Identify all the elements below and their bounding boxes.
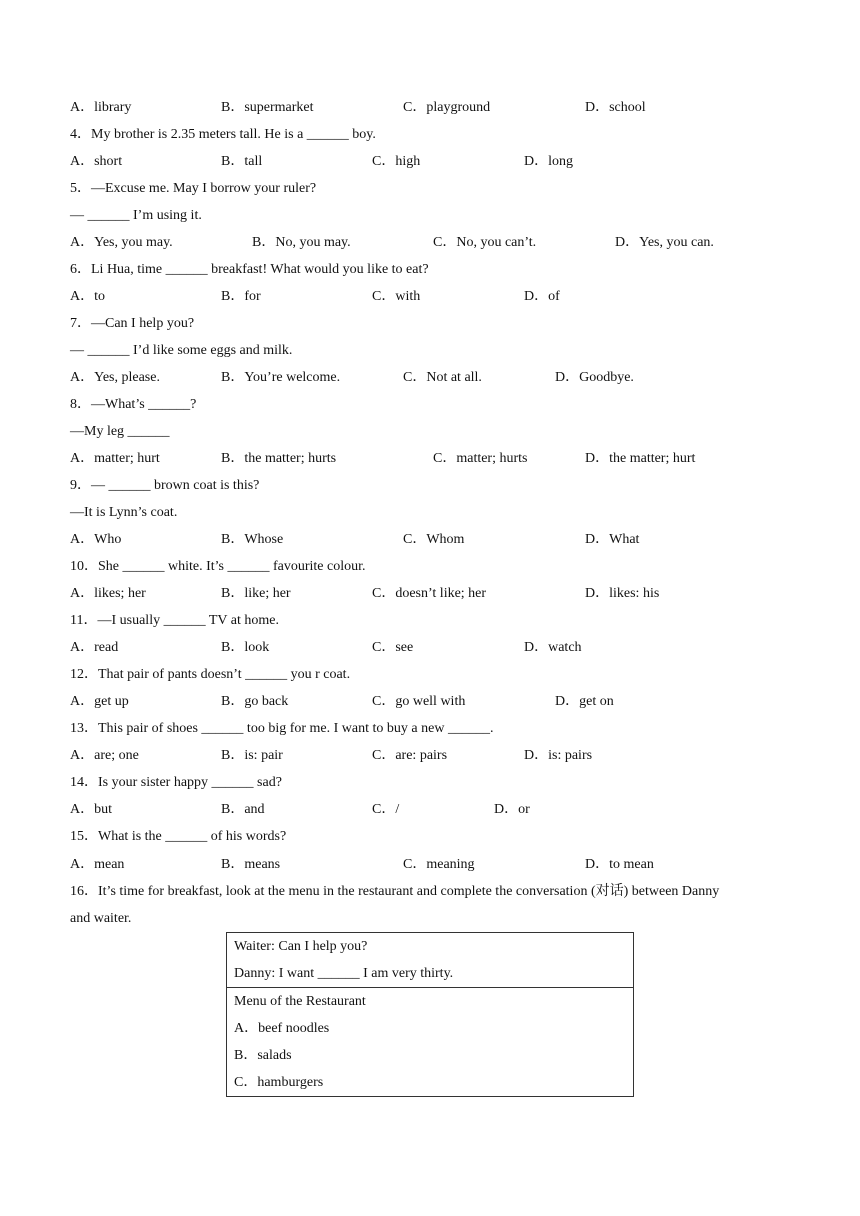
question-text-line-2: — ______ I’m using it. (70, 208, 202, 223)
table-divider (227, 987, 633, 988)
dialog-danny: Danny: I want ______ I am very thirty. (234, 966, 454, 981)
option-b: B．go back (221, 694, 289, 709)
question-text: 4．My brother is 2.35 meters tall. He is a ______ boy. (70, 127, 376, 142)
option-a: A．mean (70, 857, 125, 872)
option-a: A．read (70, 640, 119, 655)
question-text-line-2: — ______ I’d like some eggs and milk. (70, 343, 293, 358)
option-a: A．Yes, you may. (70, 235, 173, 250)
question-text-line-2: —It is Lynn’s coat. (70, 505, 178, 520)
option-d: D．school (585, 100, 646, 115)
question-text: 11．—I usually ______ TV at home. (70, 613, 279, 628)
option-b: B．Whose (221, 532, 284, 547)
question-text-line-2: —My leg ______ (70, 424, 170, 439)
question-text-line-2: and waiter. (70, 911, 132, 926)
option-d: D．Yes, you can. (615, 235, 714, 250)
option-b: B．for (221, 289, 261, 304)
option-c: C．doesn’t like; her (372, 586, 487, 601)
option-b: B．means (221, 857, 281, 872)
option-a: A．get up (70, 694, 129, 709)
question-text: 5．—Excuse me. May I borrow your ruler? (70, 181, 317, 196)
question-text: 15．What is the ______ of his words? (70, 829, 287, 844)
option-c: C．Not at all. (403, 370, 482, 385)
menu-item: C．hamburgers (234, 1075, 324, 1090)
option-d: D．or (494, 802, 530, 817)
question-text: 14．Is your sister happy ______ sad? (70, 775, 282, 790)
option-c: C．/ (372, 802, 400, 817)
option-a: A．Yes, please. (70, 370, 160, 385)
menu-title: Menu of the Restaurant (234, 994, 366, 1009)
option-a: A．likes; her (70, 586, 146, 601)
option-c: C．matter; hurts (433, 451, 528, 466)
option-b: B．and (221, 802, 265, 817)
option-a: A．are; one (70, 748, 139, 763)
option-d: D．long (524, 154, 573, 169)
option-c: C．go well with (372, 694, 466, 709)
option-d: D．likes: his (585, 586, 660, 601)
option-c: C．are: pairs (372, 748, 448, 763)
option-a: A．library (70, 100, 132, 115)
question-text: 9．— ______ brown coat is this? (70, 478, 260, 493)
question-text: 16．It’s time for breakfast, look at the menu in the restaurant and complete the conversation (对话) between Danny (70, 884, 720, 899)
option-d: D．of (524, 289, 560, 304)
option-c: C．Whom (403, 532, 465, 547)
question-text: 7．—Can I help you? (70, 316, 195, 331)
option-a: A．Who (70, 532, 122, 547)
option-c: C．No, you can’t. (433, 235, 537, 250)
option-d: D．Goodbye. (555, 370, 634, 385)
option-d: D．What (585, 532, 640, 547)
option-c: C．see (372, 640, 414, 655)
question-text: 8．—What’s ______? (70, 397, 197, 412)
option-a: A．but (70, 802, 112, 817)
option-a: A．to (70, 289, 105, 304)
option-d: D．is: pairs (524, 748, 593, 763)
option-b: B．like; her (221, 586, 291, 601)
option-b: B．No, you may. (252, 235, 351, 250)
question-text: 12．That pair of pants doesn’t ______ you r coat. (70, 667, 351, 682)
option-b: B．is: pair (221, 748, 283, 763)
option-a: A．matter; hurt (70, 451, 160, 466)
menu-item: B．salads (234, 1048, 292, 1063)
option-c: C．with (372, 289, 421, 304)
option-d: D．to mean (585, 857, 654, 872)
option-c: C．high (372, 154, 421, 169)
option-d: D．the matter; hurt (585, 451, 696, 466)
question-text: 6．Li Hua, time ______ breakfast! What would you like to eat? (70, 262, 429, 277)
option-c: C．playground (403, 100, 491, 115)
option-b: B．the matter; hurts (221, 451, 337, 466)
option-c: C．meaning (403, 857, 475, 872)
option-a: A．short (70, 154, 123, 169)
option-d: D．get on (555, 694, 614, 709)
option-b: B．tall (221, 154, 263, 169)
option-b: B．look (221, 640, 270, 655)
menu-item: A．beef noodles (234, 1021, 330, 1036)
option-d: D．watch (524, 640, 582, 655)
question-text: 13．This pair of shoes ______ too big for me. I want to buy a new ______. (70, 721, 494, 736)
option-b: B．supermarket (221, 100, 314, 115)
menu-table (226, 932, 634, 1097)
option-b: B．You’re welcome. (221, 370, 341, 385)
dialog-waiter: Waiter: Can I help you? (234, 939, 368, 954)
question-text: 10．She ______ white. It’s ______ favourite colour. (70, 559, 366, 574)
